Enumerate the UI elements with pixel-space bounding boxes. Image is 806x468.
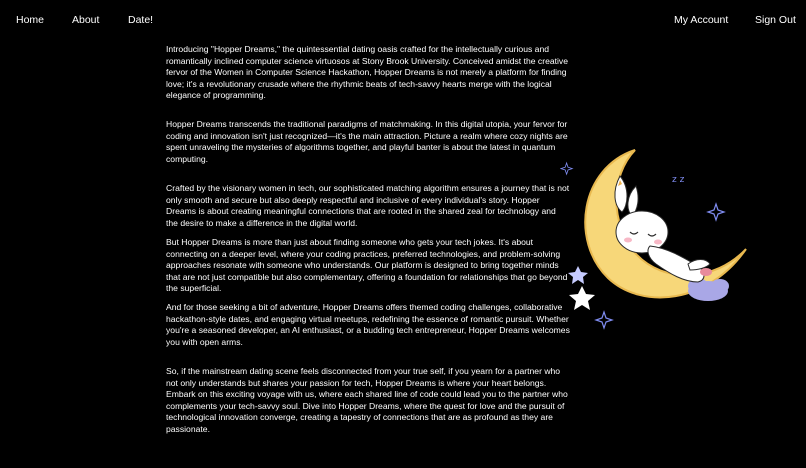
nav-date-link[interactable]: Date! (128, 14, 154, 26)
nav-my-account-link[interactable]: My Account (674, 14, 729, 26)
intro-paragraph-4: But Hopper Dreams is more than just about finding someone who gets your tech jokes. It's about connecting on a deeper level, where your coding practices, preferred technologies, and problem-solving approaches resonate with someone who understands. Our platform is designed to bring together minds that are not just compatible but also complementary, offering a foundation for relationships that go beyond the superficial. (166, 237, 568, 294)
intro-paragraph-6: So, if the mainstream dating scene feels disconnected from your true self, if you yearn for a partner who not only understands but shares your passion for tech, Hopper Dreams is where your heart belongs. Embark on this exciting voyage with us, where each shared line of code could lead you to the partner who complements your tech-savvy soul. Dive into Hopper Dreams, where the quest for love and the pursuit of technological innovation converge, creating a tapestry of connections that are as profound as they are passionate. (166, 366, 568, 434)
intro-paragraph-3: Crafted by the visionary women in tech, our sophisticated matching algorithm ensures a journey that is not only smooth and secure but also deeply respectful and inclusive of every individual's story. Hopper Dreams is about creating meaningful connections that are rooted in the shared zeal for technology and the desire to make a difference in the digital world. (166, 183, 570, 228)
intro-paragraph-5: And for those seeking a bit of adventure, Hopper Dreams offers themed coding challenges, collaborative hackathon-style dates, and engaging virtual meetups, redefining the essence of romantic pursuit. Whether you're a seasoned developer, an AI enthusiast, or a budding tech entrepreneur, Hopper Dreams welcomes you with open arms. (166, 302, 570, 347)
nav-about-link[interactable]: About (72, 14, 100, 26)
nav-sign-out-link[interactable]: Sign Out (755, 14, 796, 26)
intro-paragraph-1: Introducing "Hopper Dreams," the quintessential dating oasis crafted for the intellectually curious and romantically inclined computer science virtuosos at Stony Brook University. Conceived amidst the creative fervor of the Women in Computer Science Hackathon, Hopper Dreams is not merely a platform for finding love; it's a revolutionary crusade where the rhythmic beats of tech-savvy hearts merge with the logical elegance of programming. (166, 44, 569, 101)
intro-paragraph-2: Hopper Dreams transcends the traditional paradigms of matchmaking. In this digital utopia, your fervor for coding and innovation isn't just recognized—it's the main attraction. Picture a realm where cozy nights are spent unraveling the mysteries of algorithms together, and playful banter is about the latest in quantum computing. (166, 119, 568, 164)
sleep-zz-text: z z (672, 175, 685, 185)
nav-home-link[interactable]: Home (16, 14, 45, 26)
sleeping-bunny-on-moon-icon (560, 146, 750, 336)
